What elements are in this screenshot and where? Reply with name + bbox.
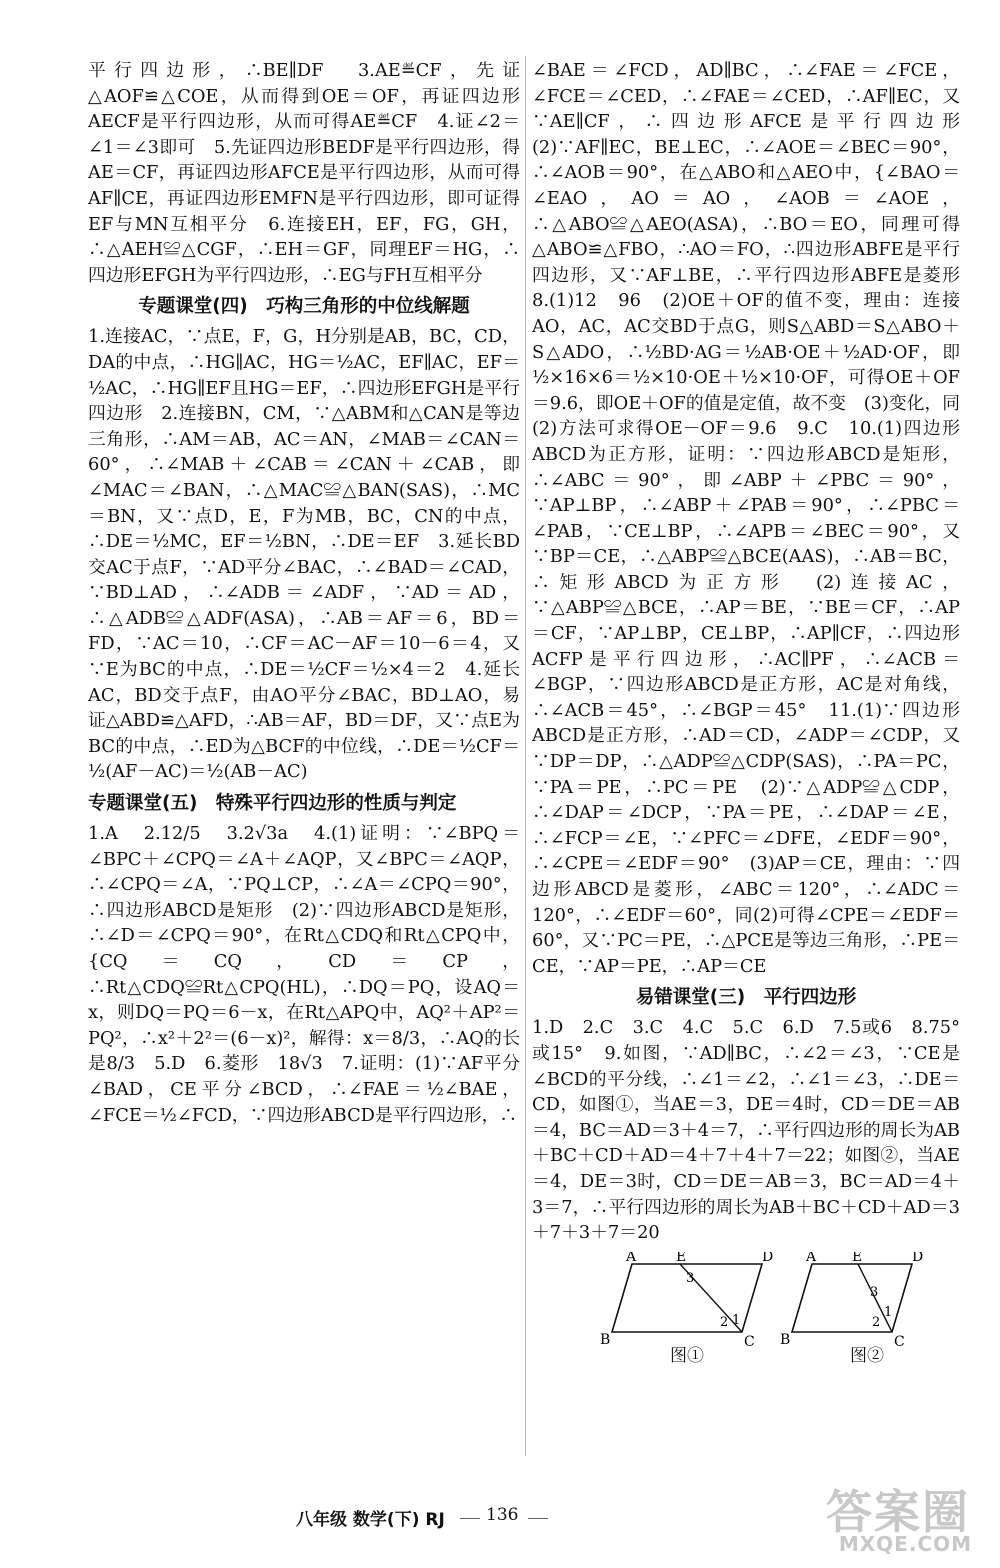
parallelogram-diagram-1 [592,1252,792,1348]
column-divider [525,56,526,1456]
answer-paragraph: 1.D 2.C 3.C 4.C 5.C 6.D 7.5或6 8.75°或15° 9.如图，∵AD∥BC，∴∠2＝∠3，∵CE是∠BCD的平分线，∴∠1＝∠2，∴∠1＝∠3，∴DE＝CD，如图①，当AE＝3，DE＝4时，CD＝DE＝AB＝4，BC＝AD＝3＋4＝7，∴平行四边形的周长为AB＋BC＋CD＋AD＝4＋7＋4＋7＝22；如图②，当AE＝4，DE＝3时，CD＝DE＝AB＝3，BC＝AD＝4＋3＝7，∴平行四边形的周长为AB＋BC＋CD＋AD＝3＋7＋3＋7＝20 [532,1017,960,1244]
right-column [532,58,978,1372]
figures [532,1252,960,1372]
parallelogram-diagram-2 [772,1252,972,1348]
figure-caption: 图② [850,1345,884,1366]
book-grade-label: 八年级 数学(下) RJ [296,1510,445,1530]
angle-label-3: 3 [870,1284,879,1300]
angle-label-2: 2 [720,1314,729,1330]
figure-caption: 图① [670,1345,704,1366]
label-E: E [676,1251,687,1265]
label-A: A [626,1251,637,1265]
section-heading: 专题课堂(四) 巧构三角形的中位线解题 [138,296,470,318]
watermark-text: 答案圈 [826,1485,970,1539]
label-C: C [894,1333,905,1348]
angle-label-1: 1 [732,1312,741,1328]
watermark-url: MXQE.COM [838,1532,972,1556]
answer-paragraph: 平行四边形，∴BE∥DF 3.AE≝CF，先证△AOF≌△COE，从而得到OE＝OF，再证四边形AECF是平行四边形，从而可得AE≝CF 4.证∠2＝∠1＝∠3即可 5.先证四边形BEDF是平行四边形，得AE＝CF，再证四边形AFCE是平行四边形，从而可得AF∥CE，再证四边形EMFN是平行四边形，即可证得EF与MN互相平分 6.连接EH，EF，FG，GH，∴△AEH≌△CGF，∴EH＝GF，同理EF＝HG，∴四边形EFGH为平行四边形，∴EG与FH互相平分 [88,60,520,286]
angle-label-3: 3 [686,1270,695,1286]
answer-paragraph: 1.连接AC，∵点E，F，G，H分别是AB，BC，CD，DA的中点，∴HG∥AC，HG＝½AC，EF∥AC，EF＝½AC，∴HG∥EF且HG＝EF，∴四边形EFGH是平行四边形 2.连接BN，CM，∵△ABM和△CAN是等边三角形，∴AM＝AB，AC＝AN，∠MAB＝∠CAN＝60°，∴∠MAB＋∠CAB＝∠CAN＋∠CAB，即∠MAC＝∠BAN，∴△MAC≌△BAN(SAS)，∴MC＝BN，又∵点D，E，F为MB，BC，CN的中点，∴DE＝½MC，EF＝½BN，∴DE＝EF 3.延长BD交AC于点F，∵AD平分∠BAC，∴∠BAD＝∠CAD，∵BD⊥AD，∴∠ADB＝∠ADF，∵AD＝AD，∴△ADB≌△ADF(ASA)，∴AB＝AF＝6，BD＝FD，∵AC＝10，∴CF＝AC－AF＝10－6＝4，又∵E为BC的中点，∴DE＝½CF＝½×4＝2 4.延长AC，BD交于点F，由AO平分∠BAC，BD⊥AO，易证△ABD≌△AFD，∴AB＝AF，BD＝DF，又∵点E为BC的中点，∴ED为△BCF的中位线，∴DE＝½CF＝½(AF－AC)＝½(AB－AC) [88,326,520,783]
answer-paragraph: ∠BAE＝∠FCD，AD∥BC，∴∠FAE＝∠FCE，∠FCE＝∠CED，∴∠FAE＝∠CED，∴AF∥EC，又∵AE∥CF，∴四边形AFCE是平行四边形 (2)∵AF∥EC，BE⊥EC，∴∠AOE＝∠BEC＝90°，∴∠AOB＝90°，在△ABO和△AEO中，{∠BAO＝∠EAO，AO＝AO，∠AOB＝∠AOE，∴△ABO≌△AEO(ASA)，∴BO＝EO，同理可得△ABO≌△FBO，∴AO＝FO，∴四边形ABFE是平行四边形，又∵AF⊥BE，∴平行四边形ABFE是菱形 8.(1)12 96 (2)OE＋OF的值不变，理由：连接AO，AC，AC交BD于点G，则S△ABD＝S△ABO＋S△ADO，∴½BD·AG＝½AB·OE＋½AD·OF，即½×16×6＝½×10·OE＋½×10·OF，可得OE＋OF＝9.6，即OE＋OF的值是定值，故不变 (3)变化，同(2)方法可求得OE－OF＝9.6 9.C 10.(1)四边形ABCD为正方形，证明：∵四边形ABCD是矩形，∴∠ABC＝90°，即∠ABP＋∠PBC＝90°，∵AP⊥BP，∴∠ABP＋∠PAB＝90°，∴∠PBC＝∠PAB，∵CE⊥BP，∴∠APB＝∠BEC＝90°，又∵BP＝CE，∴△ABP≌△BCE(AAS)，∴AB＝BC，∴矩形ABCD为正方形 (2)连接AC，∵△ABP≌△BCE，∴AP＝BE，∵BE＝CF，∴AP＝CF，∵AP⊥BP，CE⊥BP，∴AP∥CF，∴四边形ACFP是平行四边形，∴AC∥PF，∴∠ACB＝∠BGP，∵四边形ABCD是正方形，AC是对角线，∴∠ACB＝45°，∴∠BGP＝45° 11.(1)∵四边形ABCD是正方形，∴AD＝CD，∠ADP＝∠CDP，又∵DP＝DP，∴△ADP≌△CDP(SAS)，∴PA＝PC，∵PA＝PE，∴PC＝PE (2)∵△ADP≌△CDP，∴∠DAP＝∠DCP，∵PA＝PE，∴∠DAP＝∠E，∴∠FCP＝∠E，∵∠PFC＝∠DFE，∠EDF＝90°，∴∠CPE＝∠EDF＝90° (3)AP＝CE，理由：∵四边形ABCD是菱形，∠ABC＝120°，∴∠ADC＝120°，∴∠EDF＝60°，同(2)可得∠CPE＝∠EDF＝60°，又∵PC＝PE，∴△PCE是等边三角形，∴PE＝CE，∵AP＝PE，∴AP＝CE [532,60,978,977]
page-number: 136 [486,1505,519,1525]
angle-label-1: 1 [884,1304,893,1320]
label-D: D [912,1251,924,1265]
watermark [796,1476,976,1560]
section-heading: 专题课堂(五) 特殊平行四边形的性质与判定 [88,793,457,815]
label-B: B [600,1331,611,1348]
label-C: C [744,1333,755,1348]
footer-dash [528,1518,548,1519]
section-heading: 易错课堂(三) 平行四边形 [635,987,857,1009]
angle-label-2: 2 [872,1314,881,1330]
label-D: D [762,1251,774,1265]
label-A: A [806,1251,817,1265]
left-column [88,58,520,1128]
footer-dash [460,1518,480,1519]
figure-2 [772,1252,972,1370]
figure-1 [592,1252,792,1370]
answer-paragraph: 1.A 2.12/5 3.2√3a 4.(1)证明：∵∠BPQ＝∠BPC＋∠CPQ＝∠A＋∠AQP，又∠BPC＝∠AQP，∴∠CPQ＝∠A，∵PQ⊥CP，∴∠A＝∠CPQ＝90°，∴四边形ABCD是矩形 (2)∵四边形ABCD是矩形，∴∠D＝∠CPQ＝90°，在Rt△CDQ和Rt△CPQ中，{CQ＝CQ，CD＝CP，∴Rt△CDQ≌Rt△CPQ(HL)，∴DQ＝PQ，设AQ＝x，则DQ＝PQ＝6－x，在Rt△APQ中，AQ²＋AP²＝PQ²，∴x²＋2²＝(6－x)²，解得：x＝8/3，∴AQ的长是8/3 5.D 6.菱形 18√3 7.证明：(1)∵AF平分∠BAD，CE平分∠BCD，∴∠FAE＝½∠BAE，∠FCE＝½∠FCD，∵四边形ABCD是平行四边形，∴ [88,823,520,1126]
label-B: B [780,1331,791,1348]
label-E: E [852,1251,863,1265]
